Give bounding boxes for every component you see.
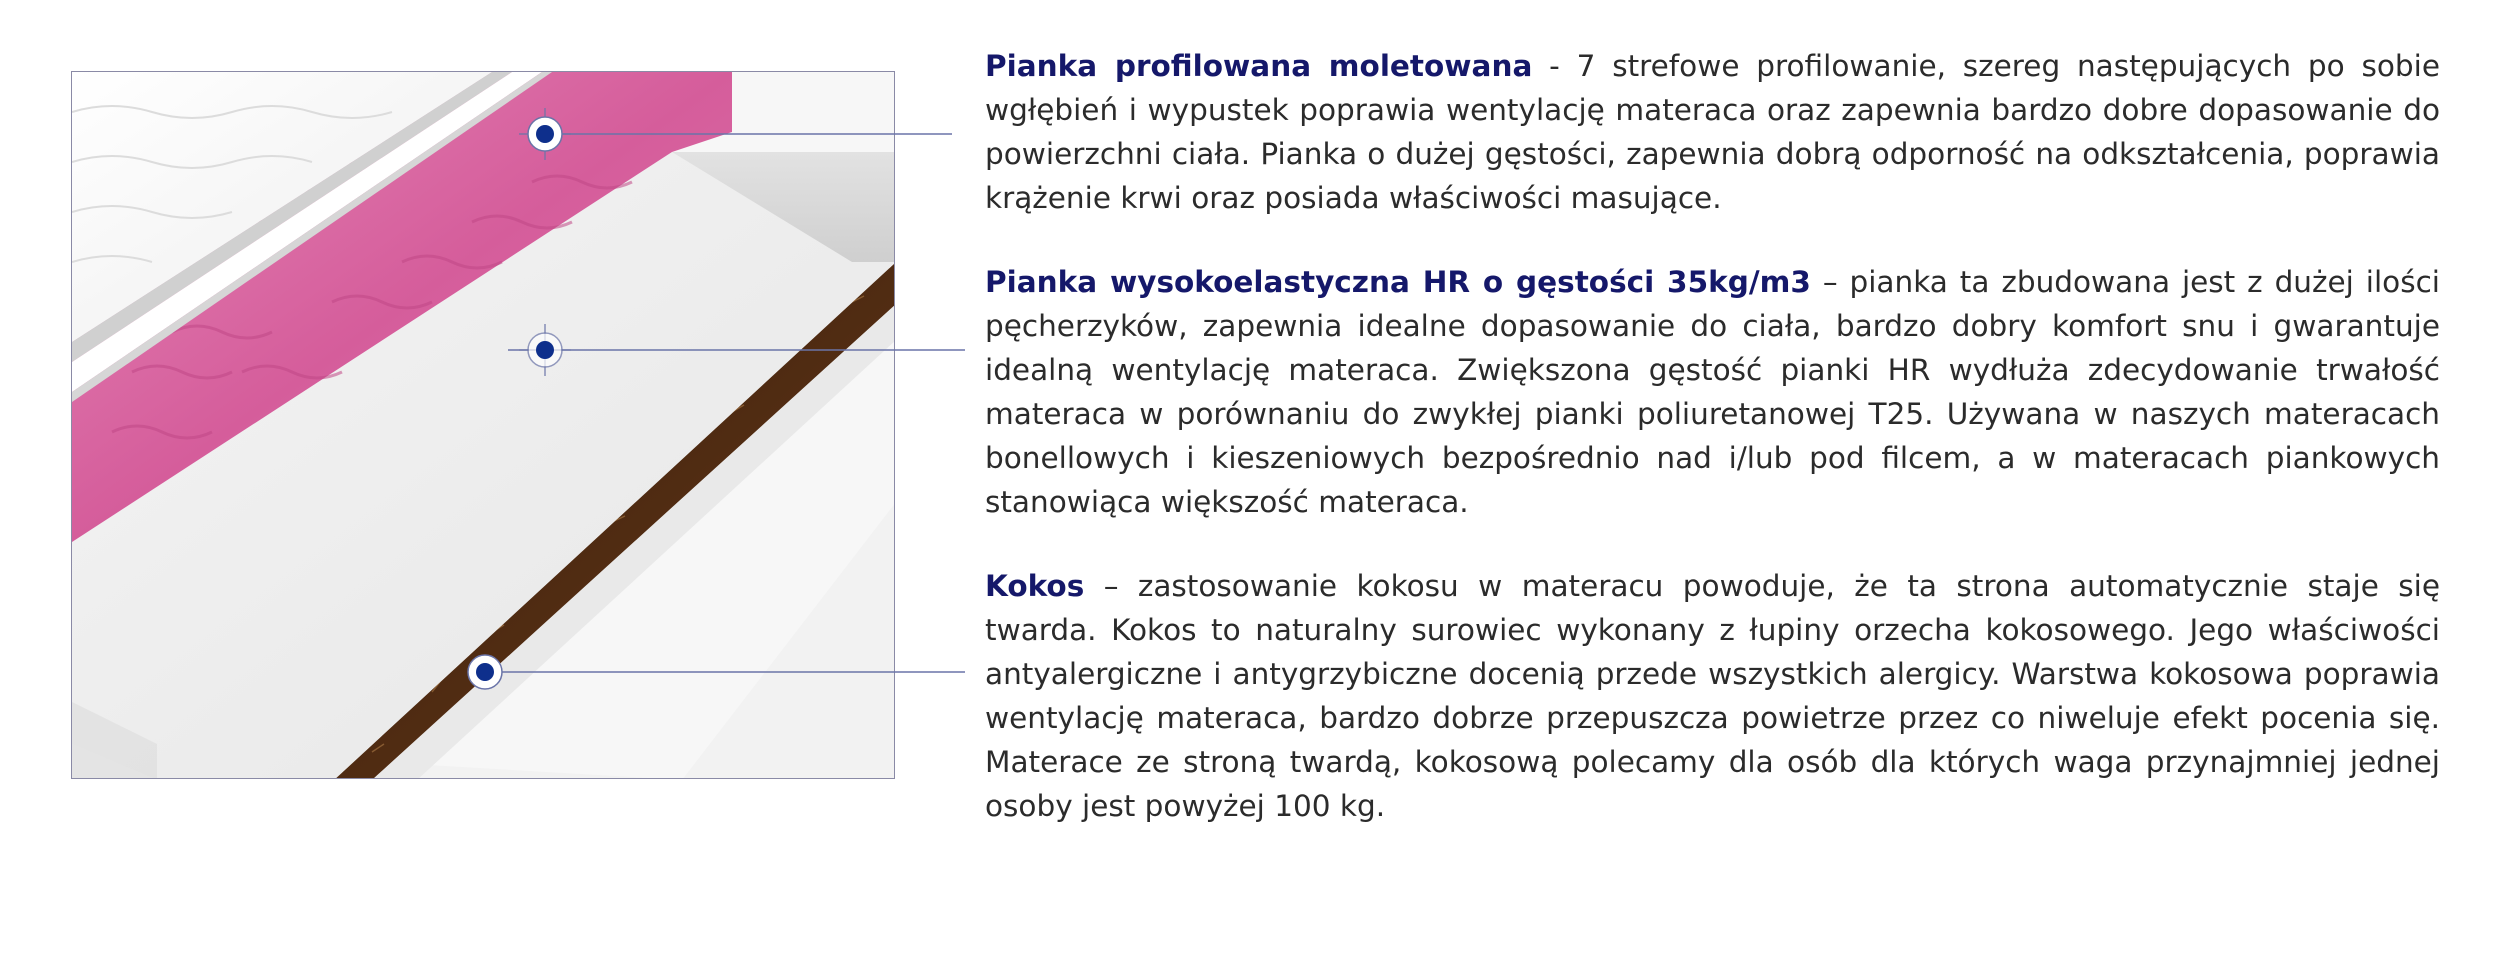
- mattress-layers-image: [71, 71, 895, 779]
- term-coconut: Kokos: [985, 569, 1085, 603]
- description-text: pianka ta zbudowana jest z dużej ilości pęcherzyków, zapewnia idealne dopasowanie do ciała, bardzo dobry komfort snu i gwarantuje idealną wentylację materaca. Zwiększona gęstość pianki HR wydłuża zdecydowanie trwałość materaca w porównaniu do zwykłej pianki poliuretanowej T25. Używana w naszych materacach bonellowych i kieszeniowych bezpośrednio nad i/lub pod filcem, a w materacach piankowych stanowiąca większość materaca.: [985, 265, 2440, 519]
- description-profiled-foam: [985, 44, 2440, 220]
- description-text: 7 strefowe profilowanie, szereg następujących po sobie wgłębień i wypustek poprawia wentylację materaca oraz zapewnia bardzo dobre dopasowanie do powierzchni ciała. Pianka o dużej gęstości, zapewnia dobrą odporność na odkształcenia, poprawia krążenie krwi oraz posiada właściwości masujące.: [985, 49, 2440, 215]
- separator: –: [1810, 265, 1850, 299]
- term-profiled-foam: Pianka profilowana moletowana: [985, 49, 1533, 83]
- term-hr-foam: Pianka wysokoelastyczna HR o gęstości 35kg/m3: [985, 265, 1811, 299]
- separator: –: [1084, 569, 1138, 603]
- description-hr-foam: [985, 260, 2440, 524]
- separator: -: [1532, 49, 1577, 83]
- layer-descriptions: [985, 44, 2440, 828]
- description-coconut: [985, 564, 2440, 828]
- description-text: zastosowanie kokosu w materacu powoduje, że ta strona automatycznie staje się twarda. Kokos to naturalny surowiec wykonany z łupiny orzecha kokosowego. Jego właściwości antyalergiczne i antygrzybiczne docenią przede wszystkich alergicy. Warstwa kokosowa poprawia wentylację materaca, bardzo dobrze przepuszcza powietrze przez co niweluje efekt pocenia się. Materace ze stroną twardą, kokosową polecamy dla osób dla których waga przynajmniej jednej osoby jest powyżej 100 kg.: [985, 569, 2440, 823]
- mattress-illustration: [72, 72, 895, 779]
